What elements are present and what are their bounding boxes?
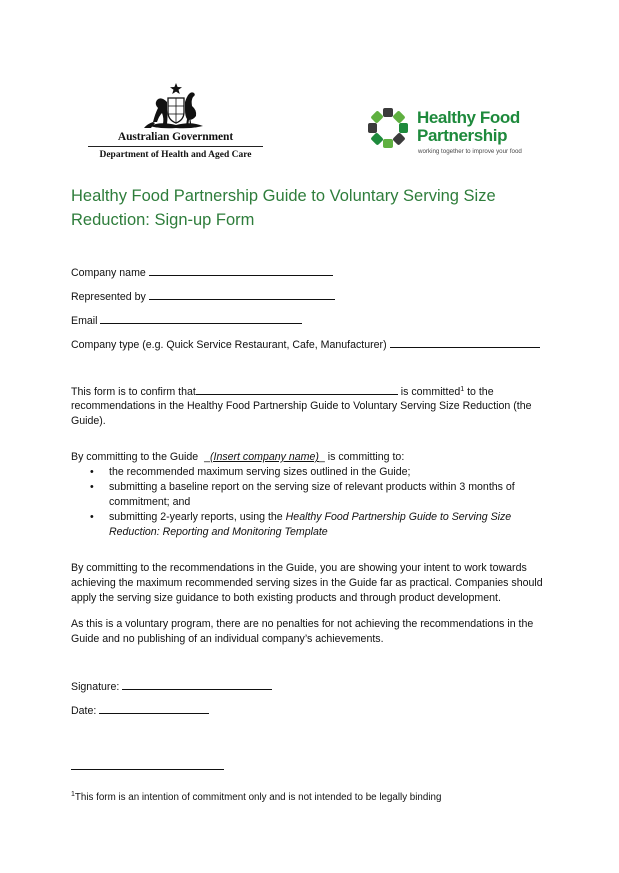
confirm-prefix: This form is to confirm that — [71, 386, 196, 398]
partnership-tagline: working together to improve your food — [418, 148, 522, 155]
partnership-name-line2: Partnership — [417, 126, 508, 145]
list-item-text: submitting 2-yearly reports, using the — [109, 511, 286, 523]
email-label: Email — [71, 315, 98, 327]
date-blank[interactable] — [99, 703, 209, 714]
company-name-label: Company name — [71, 267, 146, 279]
company-name-field[interactable] — [71, 265, 333, 281]
company-name-blank[interactable] — [149, 265, 333, 276]
signature-label: Signature: — [71, 681, 120, 693]
commitment-intro-prefix: By committing to the Guide _ — [71, 451, 210, 463]
confirm-committed: is committed — [400, 386, 461, 398]
confirm-company-blank[interactable] — [196, 384, 398, 395]
date-label: Date: — [71, 705, 97, 717]
logo-divider — [88, 146, 263, 147]
represented-by-label: Represented by — [71, 291, 146, 303]
list-item — [71, 510, 547, 540]
footnote — [71, 791, 441, 804]
government-name: Australian Government — [117, 131, 234, 143]
insert-company-placeholder: (Insert company name) — [209, 451, 319, 463]
partnership-name-line1: Healthy Food — [417, 108, 520, 127]
date-field[interactable] — [71, 703, 209, 719]
footnote-text: This form is an intention of commitment only and is not intended to be legally binding — [74, 792, 442, 803]
represented-by-blank[interactable] — [149, 289, 335, 300]
confirm-line-2: recommendations in the Healthy Food Partnership Guide to Voluntary Serving Size Reduction (the — [71, 400, 532, 412]
company-type-field[interactable] — [71, 337, 540, 353]
department-name: Department of Health and Aged Care — [99, 150, 252, 160]
intent-paragraph: By committing to the recommendations in the Guide, you are showing your intent to work towards achieving the maximum recommended serving sizes in the Guide far as practical. Companies should apply the serving size guidance to both existing products and through product development. — [71, 562, 543, 604]
commitment-list — [71, 465, 547, 540]
footnote-reference: 1 — [460, 386, 465, 393]
confirm-line-1 — [71, 384, 494, 400]
australian-government-logo — [88, 82, 263, 160]
document-title: Healthy Food Partnership Guide to Voluntary Serving Size Reduction: Sign-up Form — [71, 187, 496, 229]
list-item: • submitting a baseline report on the serving size of relevant products within 3 months of commitment; and — [71, 480, 547, 510]
company-type-label: Company type (e.g. Quick Service Restaurant, Cafe, Manufacturer) — [71, 339, 387, 351]
coat-of-arms-icon — [141, 82, 211, 130]
footnote-separator — [71, 769, 224, 770]
company-type-blank[interactable] — [390, 337, 540, 348]
footnote-mark: 1 — [71, 791, 75, 798]
email-field[interactable] — [71, 313, 302, 329]
commitment-intro-suffix: _ is committing to: — [318, 451, 405, 463]
represented-by-field[interactable] — [71, 289, 335, 305]
confirm-to-the: to the — [464, 386, 494, 398]
list-item: • the recommended maximum serving sizes outlined in the Guide; — [71, 465, 547, 480]
voluntary-paragraph: As this is a voluntary program, there are no penalties for not achieving the recommendations in the Guide and no publishing of an individual company’s achievements. — [71, 618, 534, 645]
confirm-line-3: Guide). — [71, 415, 106, 427]
email-blank[interactable] — [100, 313, 302, 324]
list-item-template-name: Healthy Food Partnership Guide to Serving Size Reduction: Reporting and Monitoring Template — [109, 511, 512, 538]
healthy-food-partnership-logo — [366, 106, 546, 166]
signature-blank[interactable] — [122, 679, 272, 690]
commitment-intro — [71, 450, 404, 465]
partnership-ring-icon — [366, 106, 410, 150]
signature-field[interactable] — [71, 679, 272, 695]
